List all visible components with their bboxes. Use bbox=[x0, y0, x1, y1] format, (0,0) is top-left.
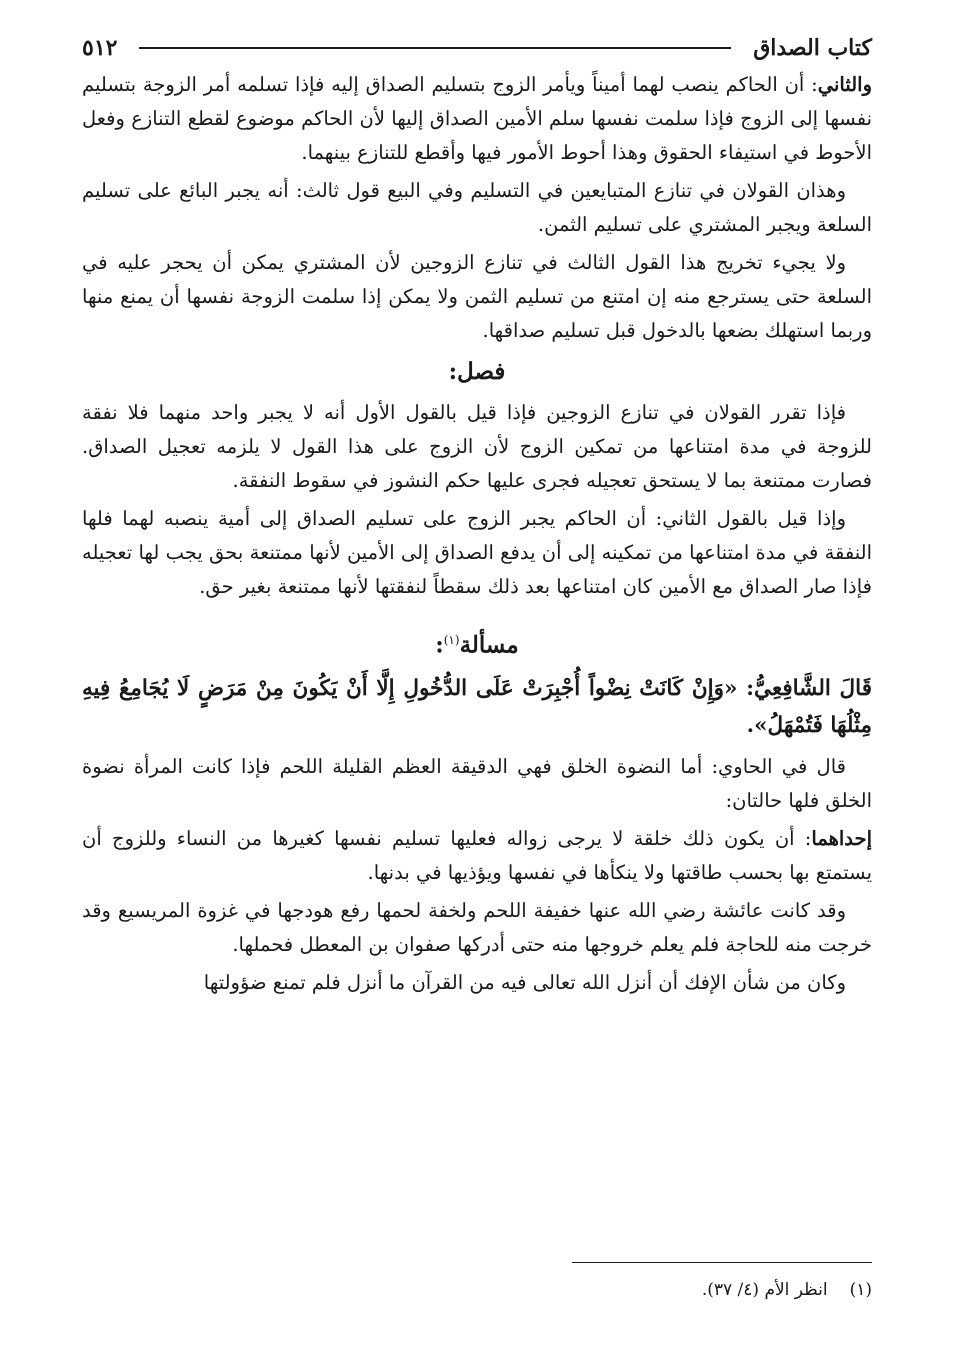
page-header bbox=[82, 28, 872, 68]
section-heading-fasl: فصل: bbox=[448, 358, 506, 385]
shafii-quote bbox=[82, 670, 872, 744]
paragraph-text: : أن يكون ذلك خلقة لا يرجى زواله فعليها تسليم نفسها كغيرها من النساء وللزوج أن يستمتع بها بحسب طاقتها ولا ينكأها في نفسها ويؤذيها في بدنها. bbox=[82, 826, 872, 884]
footnotes bbox=[82, 1262, 872, 1305]
paragraph: قال في الحاوي: أما النضوة الخلق فهي الدقيقة العظم القليلة اللحم فإذا كانت المرأة نضوة الخلق فلها حالتان: bbox=[82, 754, 872, 812]
footnote-text: انظر الأم (٤/ ٣٧). bbox=[701, 1280, 828, 1300]
paragraph bbox=[82, 822, 872, 890]
main-text bbox=[82, 68, 872, 1000]
footnote bbox=[82, 1275, 872, 1305]
masala-colon: : bbox=[435, 631, 444, 659]
paragraph: فإذا تقرر القولان في تنازع الزوجين فإذا قيل بالقول الأول أنه لا يجبر واحد منهما فلا نفقة للزوجة في مدة امتناعها من تمكين الزوج لأن الزوج على هذا القول لا يلزمه تعجيل الصداق. فصارت ممتنعة بما لا يستحق تعجيله فجرى عليها حكم النشوز في سقوط النفقة. bbox=[82, 401, 872, 492]
quote-lead: قَالَ الشَّافِعِيُّ: bbox=[746, 675, 872, 701]
paragraph: وقد كانت عائشة رضي الله عنها خفيفة اللحم ولخفة لحمها رفع هودجها في غزوة المريسيع وقد خرجت منه للحاجة فلم يعلم خروجها منه حتى أدركها صفوان بن المعطل فحملها. bbox=[82, 898, 872, 956]
paragraph bbox=[82, 68, 872, 170]
paragraph: وإذا قيل بالقول الثاني: أن الحاكم يجبر الزوج على تسليم الصداق إلى أمية ينصبه لهما فلها النفقة في مدة امتناعها من تمكينه إلى أن يدفع الصداق إلى الأمين لأنها ممتنعة بحق يجب لها تعجيله فإذا صار الصداق مع الأمين كان امتناعها بعد ذلك سقطاً لنفقتها لأنها ممتنعة بغير حق. bbox=[82, 507, 872, 598]
running-title: كتاب الصداق bbox=[753, 35, 872, 61]
book-page bbox=[82, 28, 872, 1348]
paragraph: وهذان القولان في تنازع المتبايعين في التسليم وفي البيع قول ثالث: أنه يجبر البائع على تسليم السلعة ويجبر المشتري على تسليم الثمن. bbox=[82, 179, 872, 236]
header-rule bbox=[139, 47, 731, 49]
paragraph-text: : أن الحاكم ينصب لهما أميناً ويأمر الزوج بتسليم الصداق إليه فإذا تسلمه أمر الزوجة بتسليم نفسها إلى الزوج فإذا سلمت نفسها سلم الأمين الصداق إليها لأن الحاكم موضوع لقطع التنازع وفعل الأحوط في استيفاء الحقوق وهذا أحوط الأمور فيها وأقطع للتنازع بينهما. bbox=[82, 73, 872, 164]
footnote-number: (١) bbox=[849, 1280, 872, 1300]
paragraph: ولا يجيء تخريج هذا القول الثالث في تنازع الزوجين لأن المشتري يمكن أن يحجر عليه في السلعة حتى يسترجع منه إن امتنع من تسليم الثمن ولا يمكن إذا سلمت الزوجة نفسها أن يمنع منها وربما استهلك بضعها بالدخول قبل تسليم صداقها. bbox=[82, 251, 872, 342]
page-number: ٥١٢ bbox=[82, 35, 118, 61]
footnote-reference[interactable]: (١) bbox=[443, 633, 460, 647]
section-heading-masala bbox=[82, 620, 872, 666]
paragraph-lead: والثاني bbox=[817, 73, 872, 96]
paragraph: وكان من شأن الإفك أن أنزل الله تعالى فيه من القرآن ما أنزل فلم تمنع ضؤولتها bbox=[203, 970, 846, 994]
paragraph-lead: إحداهما bbox=[811, 826, 872, 850]
quote-text: «وَإِنْ كَانَتْ نِضْواً أُجْبِرَتْ عَلَى الدُّخُولِ إِلَّا أَنْ يَكُونَ مِنْ مَرَضٍ لَا يُجَامِعُ فِيهِ مِثْلُهَا فَتُمْهَلُ». bbox=[82, 675, 872, 738]
footnote-rule bbox=[572, 1262, 872, 1263]
masala-label: مسألة bbox=[459, 631, 519, 659]
